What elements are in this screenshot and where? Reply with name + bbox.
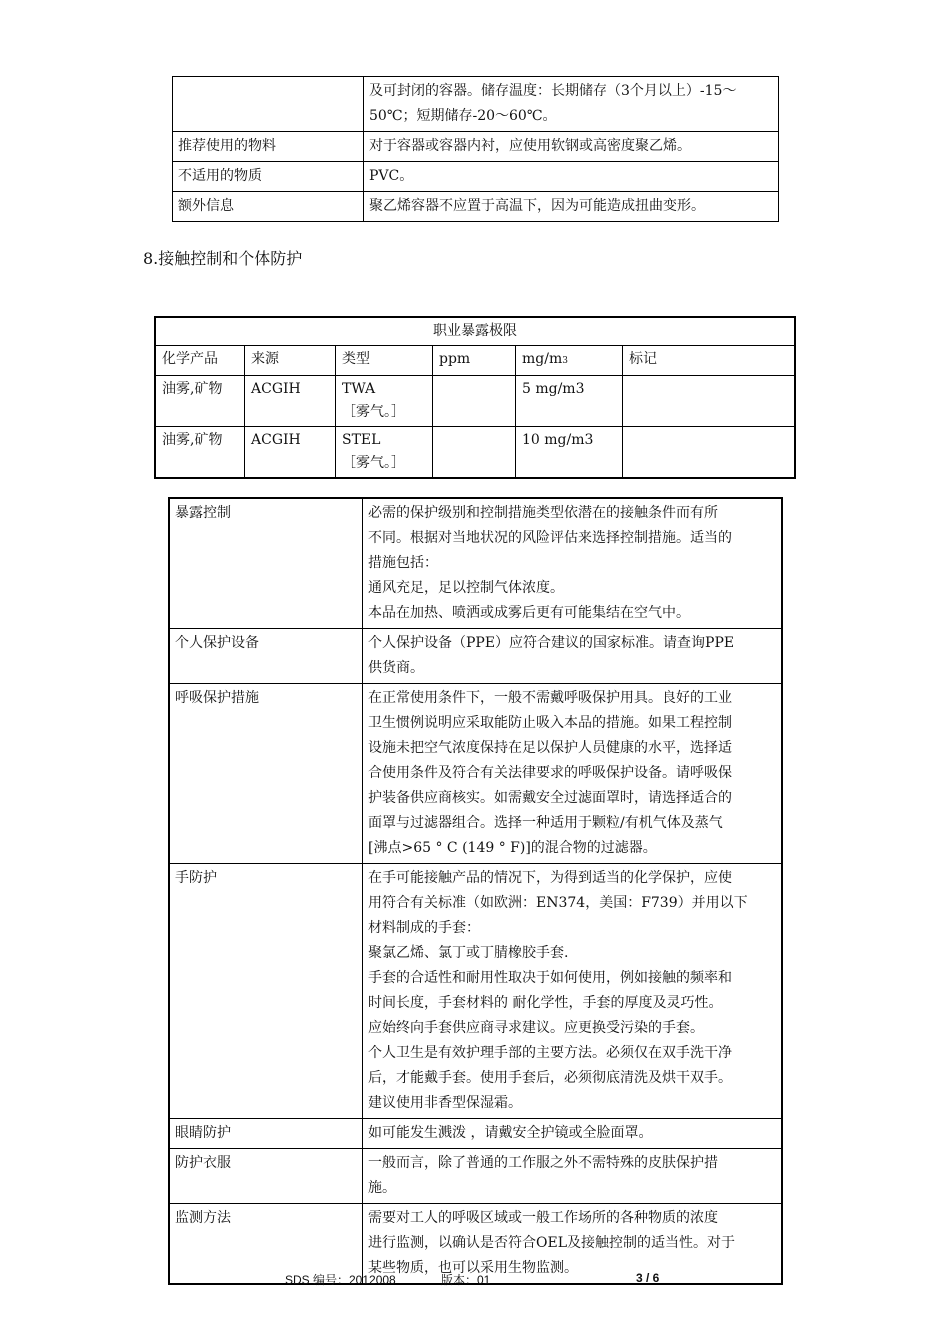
table-row (173, 77, 779, 132)
table-row (169, 1119, 782, 1149)
table-row (169, 629, 782, 684)
row-value: 对于容器或容器内衬，应使用软钢或高密度聚乙烯。 (364, 132, 779, 162)
table-title: 职业暴露极限 (155, 317, 795, 346)
sds-number: SDS 编号：2012008 (285, 1273, 396, 1287)
cell-ppm (433, 376, 516, 427)
row-value: 及可封闭的容器。储存温度：长期储存（3个月以上）-15～ 50℃；短期储存-20～60℃。 (364, 77, 779, 132)
row-label: 推荐使用的物料 (173, 132, 364, 162)
unit-superscript: 3 (562, 356, 568, 366)
table-row (173, 132, 779, 162)
row-label: 防护衣服 (169, 1149, 363, 1204)
row-label: 不适用的物质 (173, 162, 364, 192)
table-row (169, 864, 782, 1119)
table-row (169, 498, 782, 629)
cell-mark (623, 376, 796, 427)
cell-chem: 油雾,矿物 (155, 376, 245, 427)
header-type: 类型 (336, 346, 433, 376)
row-value: 需要对工人的呼吸区域或一般工作场所的各种物质的浓度 进行监测，以确认是否符合OEL及接触控制的适当性。对于 某些物质，也可以采用生物监测。 (363, 1204, 783, 1285)
cell-mark (623, 427, 796, 479)
cell-ppm (433, 427, 516, 479)
version: 版本：01 (441, 1273, 491, 1287)
cell-source: ACGIH (245, 427, 336, 479)
table-row (169, 1149, 782, 1204)
controls-table (168, 497, 783, 1285)
row-label (173, 77, 364, 132)
table-row (173, 162, 779, 192)
cell-source: ACGIH (245, 376, 336, 427)
table-header-row (155, 346, 795, 376)
section-heading: 8.接触控制和个体防护 (143, 249, 303, 268)
row-label: 暴露控制 (169, 498, 363, 629)
header-mark: 标记 (623, 346, 796, 376)
row-value: 如可能发生溅泼 ，请戴安全护镜或全脸面罩。 (363, 1119, 783, 1149)
row-value: 在正常使用条件下，一般不需戴呼吸保护用具。良好的工业 卫生惯例说明应采取能防止吸入本品的措施。如果工程控制 设施未把空气浓度保持在足以保护人员健康的水平，选择适 合使用条件及符合有关法律要求的呼吸保护设备。请呼吸保 护装备供应商核实。如需戴安全过滤面罩时，请选择适合的 面罩与过滤器组合。选择一种适用于颗粒/有机气体及蒸气 [沸点>65 ° C (149 ° F)]的混合物的过滤器。 (363, 684, 783, 864)
row-label: 个人保护设备 (169, 629, 363, 684)
header-chem: 化学产品 (155, 346, 245, 376)
row-label: 手防护 (169, 864, 363, 1119)
header-source: 来源 (245, 346, 336, 376)
exposure-limits-table (154, 316, 796, 479)
cell-mgm: 10 mg/m3 (516, 427, 623, 479)
page-number: 3 / 6 (636, 1271, 660, 1285)
storage-table (172, 76, 779, 222)
header-ppm: ppm (433, 346, 516, 376)
row-label: 呼吸保护措施 (169, 684, 363, 864)
row-value: 聚乙烯容器不应置于高温下，因为可能造成扭曲变形。 (364, 192, 779, 222)
cell-chem: 油雾,矿物 (155, 427, 245, 479)
table-row (169, 684, 782, 864)
row-label: 监测方法 (169, 1204, 363, 1285)
row-label: 眼睛防护 (169, 1119, 363, 1149)
row-label: 额外信息 (173, 192, 364, 222)
table-row (173, 192, 779, 222)
table-title-row (155, 317, 795, 346)
table-row (155, 376, 795, 427)
row-value: 一般而言，除了普通的工作服之外不需特殊的皮肤保护措 施。 (363, 1149, 783, 1204)
row-value: 在手可能接触产品的情况下，为得到适当的化学保护，应使 用符合有关标准（如欧洲：EN374，美国：F739）并用以下 材料制成的手套： 聚氯乙烯、氯丁或丁腈橡胶手套. 手套的合适性和耐用性取决于如何使用，例如接触的频率和 时间长度，手套材料的 耐化学性，手套的厚度及灵巧性。 应始终向手套供应商寻求建议。应更换受污染的手套。 个人卫生是有效护理手部的主要方法。必须仅在双手洗干净 后，才能戴手套。使用手套后，必须彻底清洗及烘干双手。 建议使用非香型保湿霜。 (363, 864, 783, 1119)
row-value: 必需的保护级别和控制措施类型依潜在的接触条件而有所 不同。根据对当地状况的风险评估来选择控制措施。适当的 措施包括： 通风充足，足以控制气体浓度。 本品在加热、喷洒或成雾后更有可能集结在空气中。 (363, 498, 783, 629)
row-value: PVC。 (364, 162, 779, 192)
table-row (155, 427, 795, 479)
header-mgm: mg/m3 (516, 346, 623, 376)
cell-mgm: 5 mg/m3 (516, 376, 623, 427)
row-value: 个人保护设备（PPE）应符合建议的国家标准。请查询PPE 供货商。 (363, 629, 783, 684)
cell-type: TWA ［雾气。］ (336, 376, 433, 427)
cell-type: STEL ［雾气。］ (336, 427, 433, 479)
